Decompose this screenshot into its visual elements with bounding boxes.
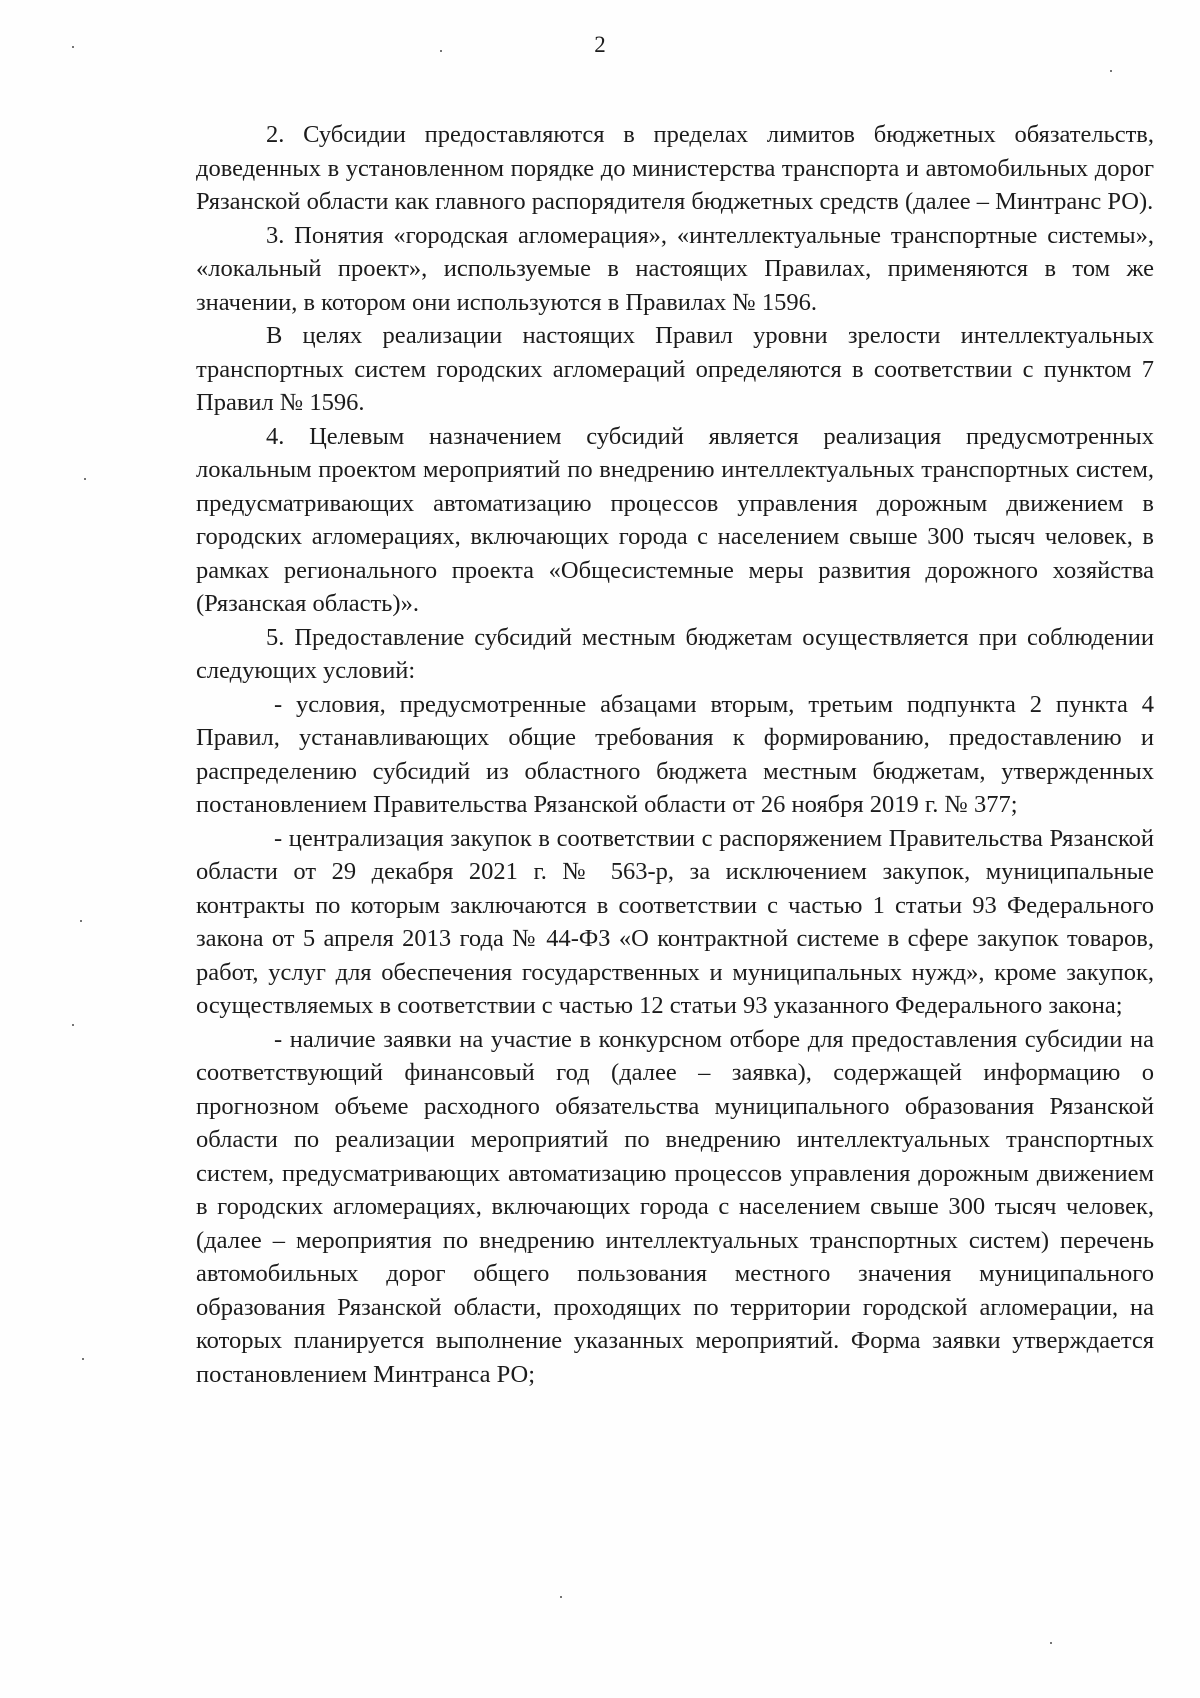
scan-speck — [84, 478, 86, 480]
paragraph-4-purpose: 4. Целевым назначением субсидий является реализация предусмотренных локальным проектом мероприятий по внедрению интеллектуальных транспортных систем, предусматривающих автоматизацию процессов управления дорожным движением в городских агломерациях, включающих города с населением свыше 300 тысяч человек, в рамках регионального проекта «Общесистемные меры развития дорожного хозяйства (Рязанская область)». — [196, 422, 1154, 617]
paragraph-5-conditions: 5. Предоставление субсидий местным бюджетам осуществляется при соблюдении следующих условий: — [196, 623, 1154, 684]
scan-speck — [72, 1024, 74, 1026]
condition-item-application: - наличие заявки на участие в конкурсном отборе для предоставления субсидии на соответствующий финансовый год (далее – заявка), содержащей информацию о прогнозном объеме расходного обязательства муниципального образования Рязанской области по реализации мероприятий по внедрению интеллектуальных транспортных систем, предусматривающих автоматизацию процессов управления дорожным движением в городских агломерациях, включающих города с населением свыше 300 тысяч человек, (далее – мероприятия по внедрению интеллектуальных транспортных систем) перечень автомобильных дорог общего пользования местного значения муниципального образования Рязанской области, проходящих по территории городской агломерации, на которых планируется выполнение указанных мероприятий. Форма заявки утверждается постановлением Минтранса РО; — [196, 1025, 1154, 1388]
condition-item-centralized-procurement: - централизация закупок в соответствии с распоряжением Правительства Рязанской области от 29 декабря 2021 г. № 563-р, за исключением закупок, муниципальные контракты по которым заключаются в соответствии с частью 1 статьи 93 Федерального закона от 5 апреля 2013 года № 44-ФЗ «О контрактной системе в сфере закупок товаров, работ, услуг для обеспечения государственных и муниципальных нужд», кроме закупок, осуществляемых в соответствии с частью 12 статьи 93 указанного Федерального закона; — [196, 824, 1154, 1019]
document-body — [196, 118, 1154, 1391]
page-number: 2 — [594, 32, 606, 57]
paragraph-maturity-levels: В целях реализации настоящих Правил уровни зрелости интеллектуальных транспортных систем городских агломераций определяются в соответствии с пунктом 7 Правил № 1596. — [196, 322, 1154, 416]
scan-speck — [80, 920, 82, 922]
scan-speck — [72, 46, 74, 48]
paragraph-3-definitions: 3. Понятия «городская агломерация», «интеллектуальные транспортные системы», «локальный проект», используемые в настоящих Правилах, применяются в том же значении, в котором они используются в Правилах № 1596. — [196, 221, 1154, 316]
scan-speck — [1050, 1642, 1052, 1644]
scan-speck — [440, 50, 442, 52]
paragraph-2-subsidy-limits: 2. Субсидии предоставляются в пределах лимитов бюджетных обязательств, доведенных в установленном порядке до министерства транспорта и автомобильных дорог Рязанской области как главного распорядителя бюджетных средств (далее – Минтранс РО). — [196, 121, 1154, 215]
scan-speck — [1110, 70, 1112, 72]
scan-speck — [82, 1358, 84, 1360]
scan-speck — [560, 1596, 562, 1598]
condition-item-requirements: - условия, предусмотренные абзацами вторым, третьим подпункта 2 пункта 4 Правил, устанавливающих общие требования к формированию, предоставлению и распределению субсидий из областного бюджета местным бюджетам, утвержденных постановлением Правительства Рязанской области от 26 ноября 2019 г. № 377; — [196, 690, 1154, 818]
